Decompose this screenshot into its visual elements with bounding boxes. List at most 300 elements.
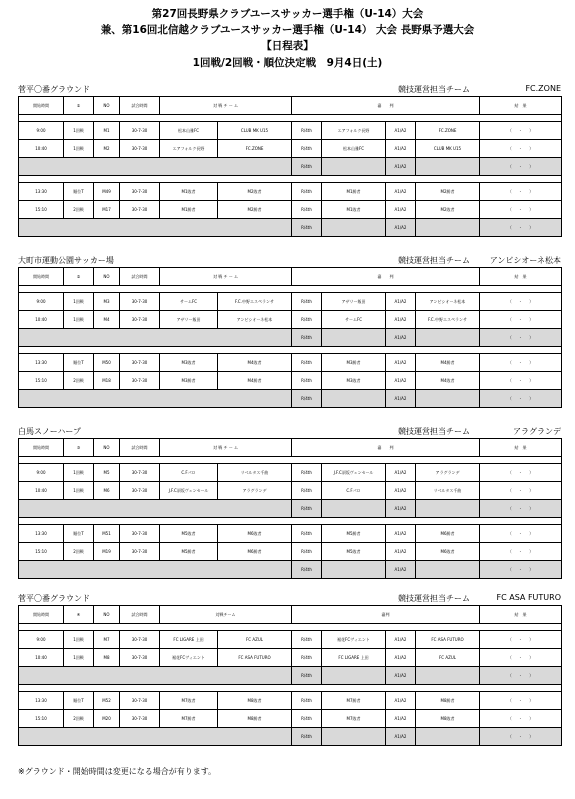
venue-name: 菅平〇番グラウンド [18, 594, 90, 603]
schedule-table [18, 96, 562, 237]
team-b: M8敗者 [218, 692, 292, 710]
col-match-team: 対 戦 チ ー ム [160, 268, 292, 286]
start-time: 9:00 [19, 631, 64, 649]
round: 順位T [64, 692, 94, 710]
blank-cell [416, 219, 480, 237]
start-time: 9:00 [19, 122, 64, 140]
operating-team-label: 競技運営担当チーム [398, 85, 470, 94]
match-row [19, 525, 562, 543]
col-match-time: 試合時間 [120, 268, 160, 286]
blank-row [19, 390, 562, 408]
match-no: M18 [94, 372, 120, 390]
match-duration: 30-7-30 [120, 354, 160, 372]
team-a: M5敗者 [160, 525, 218, 543]
blank-row [19, 219, 562, 237]
header-row [19, 268, 562, 286]
team-a: M5勝者 [160, 543, 218, 561]
title-line-1: 第27回長野県クラブユースサッカー選手権（U-14）大会 [151, 8, 424, 20]
section-header [18, 424, 561, 438]
venue-name: 白馬スノーハープ [18, 427, 81, 436]
col-referee: 審 判 [292, 97, 480, 115]
section-header [18, 82, 561, 96]
referee-assist: M6敗者 [416, 543, 480, 561]
referee-main-label: R/4th [292, 667, 322, 685]
referee-main-label: R/4th [292, 728, 322, 746]
match-duration: 30-7-30 [120, 482, 160, 500]
blank-cell [322, 219, 386, 237]
referee-assist-label: A1/A2 [386, 372, 416, 390]
referee-main-label: R/4th [292, 500, 322, 518]
blank-cell [19, 329, 292, 347]
match-duration: 30-7-30 [120, 372, 160, 390]
referee-main: J.F.C須坂ヴェンセール [322, 464, 386, 482]
referee-assist-label: A1/A2 [386, 201, 416, 219]
result-score: （ - ） [480, 311, 562, 329]
referee-assist-label: A1/A2 [386, 500, 416, 518]
spacer-row [19, 286, 562, 293]
team-a: M7勝者 [160, 710, 218, 728]
col-court: ② [64, 268, 94, 286]
match-no: M19 [94, 543, 120, 561]
round: 2回戦 [64, 710, 94, 728]
match-row [19, 631, 562, 649]
referee-main: FC LIGARE 上田 [322, 649, 386, 667]
round: 順位T [64, 525, 94, 543]
blank-cell [416, 158, 480, 176]
referee-assist-label: A1/A2 [386, 649, 416, 667]
referee-assist: FC.ZONE [416, 122, 480, 140]
referee-main-label: R/4th [292, 183, 322, 201]
blank-cell [19, 219, 292, 237]
result-score: （ - ） [480, 667, 562, 685]
match-row [19, 201, 562, 219]
result-score: （ - ） [480, 293, 562, 311]
referee-main: M1勝者 [322, 183, 386, 201]
round: 1回戦 [64, 311, 94, 329]
match-no: M5 [94, 464, 120, 482]
blank-row [19, 667, 562, 685]
section-header [18, 253, 561, 267]
schedule-table [18, 267, 562, 408]
start-time: 10:40 [19, 482, 64, 500]
match-duration: 30-7-30 [120, 543, 160, 561]
match-no: M1 [94, 122, 120, 140]
result-score: （ - ） [480, 122, 562, 140]
match-no: M2 [94, 140, 120, 158]
col-referee: 審 判 [292, 439, 480, 457]
blank-cell [322, 728, 386, 746]
match-duration: 30-7-30 [120, 140, 160, 158]
blank-cell [322, 329, 386, 347]
referee-assist-label: A1/A2 [386, 311, 416, 329]
team-b: M6勝者 [218, 543, 292, 561]
col-court: ③ [64, 439, 94, 457]
blank-row [19, 561, 562, 579]
referee-main-label: R/4th [292, 482, 322, 500]
referee-assist-label: A1/A2 [386, 543, 416, 561]
match-duration: 30-7-30 [120, 525, 160, 543]
start-time: 13:30 [19, 354, 64, 372]
match-duration: 30-7-30 [120, 649, 160, 667]
match-row [19, 649, 562, 667]
result-score: （ - ） [480, 140, 562, 158]
match-no: M4 [94, 311, 120, 329]
result-score: （ - ） [480, 482, 562, 500]
col-match-time: 試合時間 [120, 97, 160, 115]
spacer-cell [19, 457, 562, 464]
referee-main-label: R/4th [292, 710, 322, 728]
col-start-time: 開始時間 [19, 268, 64, 286]
match-no: M7 [94, 631, 120, 649]
match-no: M49 [94, 183, 120, 201]
start-time: 9:00 [19, 464, 64, 482]
result-score: （ - ） [480, 525, 562, 543]
referee-main-label: R/4th [292, 649, 322, 667]
footnote: ※グラウンド・開始時間は変更になる場合が有ります。 [18, 767, 217, 776]
referee-main-label: R/4th [292, 158, 322, 176]
start-time: 13:30 [19, 183, 64, 201]
referee-main-label: R/4th [292, 692, 322, 710]
col-no: NO [94, 268, 120, 286]
match-no: M50 [94, 354, 120, 372]
result-score: （ - ） [480, 390, 562, 408]
team-b: アラグランデ [218, 482, 292, 500]
blank-row [19, 500, 562, 518]
blank-row [19, 158, 562, 176]
referee-main-label: R/4th [292, 354, 322, 372]
round: 1回戦 [64, 293, 94, 311]
spacer-cell [19, 518, 562, 525]
round: 1回戦 [64, 482, 94, 500]
col-match-time: 試合時間 [120, 606, 160, 624]
team-a: エアフォルク長野 [160, 140, 218, 158]
col-match-time: 試合時間 [120, 439, 160, 457]
team-b: FC.ZONE [218, 140, 292, 158]
referee-assist-label: A1/A2 [386, 728, 416, 746]
col-match-team: 対 戦 チ ー ム [160, 97, 292, 115]
operating-team-name: FC.ZONE [525, 84, 561, 93]
header-row [19, 97, 562, 115]
col-no: NO [94, 439, 120, 457]
referee-main-label: R/4th [292, 561, 322, 579]
operating-team-label: 競技運営担当チーム [398, 256, 470, 265]
referee-main-label: R/4th [292, 140, 322, 158]
match-duration: 30-7-30 [120, 692, 160, 710]
match-row [19, 543, 562, 561]
col-match-team: 対 戦 チ ー ム [160, 439, 292, 457]
referee-main-label: R/4th [292, 464, 322, 482]
blank-cell [19, 158, 292, 176]
referee-main: M1敗者 [322, 201, 386, 219]
start-time: 10:40 [19, 649, 64, 667]
referee-main-label: R/4th [292, 219, 322, 237]
result-score: （ - ） [480, 692, 562, 710]
blank-row [19, 728, 562, 746]
spacer-cell [19, 347, 562, 354]
result-score: （ - ） [480, 464, 562, 482]
match-row [19, 692, 562, 710]
referee-main: M7敗者 [322, 710, 386, 728]
section-header [18, 591, 561, 605]
referee-main-label: R/4th [292, 390, 322, 408]
referee-main: M3勝者 [322, 354, 386, 372]
col-court: ① [64, 97, 94, 115]
blank-cell [322, 667, 386, 685]
blank-cell [322, 390, 386, 408]
match-no: M52 [94, 692, 120, 710]
venue-name: 大町市運動公園サッカー場 [18, 256, 114, 265]
title-line-4: 1回戦/2回戦・順位決定戦 9月4日(土) [192, 57, 383, 69]
referee-assist-label: A1/A2 [386, 710, 416, 728]
start-time: 10:40 [19, 140, 64, 158]
referee-main: エアフォルク長野 [322, 122, 386, 140]
referee-assist-label: A1/A2 [386, 631, 416, 649]
referee-assist-label: A1/A2 [386, 140, 416, 158]
round: 2回戦 [64, 372, 94, 390]
match-duration: 30-7-30 [120, 183, 160, 201]
team-a: アザリー飯田 [160, 311, 218, 329]
match-duration: 30-7-30 [120, 201, 160, 219]
spacer-cell [19, 286, 562, 293]
start-time: 15:10 [19, 372, 64, 390]
result-score: （ - ） [480, 183, 562, 201]
spacer-cell [19, 176, 562, 183]
team-b: M2勝者 [218, 201, 292, 219]
spacer-row [19, 115, 562, 122]
round: 1回戦 [64, 122, 94, 140]
team-a: J.F.C須坂ヴェンセール [160, 482, 218, 500]
blank-cell [19, 561, 292, 579]
col-match-team: 対戦チーム [160, 606, 292, 624]
referee-main: M5敗者 [322, 543, 386, 561]
result-score: （ - ） [480, 649, 562, 667]
match-row [19, 464, 562, 482]
start-time: 13:30 [19, 692, 64, 710]
round: 1回戦 [64, 649, 94, 667]
col-no: NO [94, 97, 120, 115]
blank-cell [19, 390, 292, 408]
match-duration: 30-7-30 [120, 631, 160, 649]
col-result: 結 果 [480, 97, 562, 115]
match-duration: 30-7-30 [120, 464, 160, 482]
blank-cell [416, 500, 480, 518]
result-score: （ - ） [480, 543, 562, 561]
operating-team-label: 競技運営担当チーム [398, 594, 470, 603]
referee-assist-label: A1/A2 [386, 667, 416, 685]
team-a: M7敗者 [160, 692, 218, 710]
referee-assist-label: A1/A2 [386, 692, 416, 710]
team-a: M1勝者 [160, 201, 218, 219]
team-a: 裾花FCヴィエント [160, 649, 218, 667]
operating-team-label: 競技運営担当チーム [398, 427, 470, 436]
round: 1回戦 [64, 140, 94, 158]
start-time: 15:10 [19, 201, 64, 219]
referee-main: 松本山雅FC [322, 140, 386, 158]
result-score: （ - ） [480, 561, 562, 579]
referee-main-label: R/4th [292, 525, 322, 543]
operating-team-name: アンビシオーネ松本 [489, 256, 561, 265]
referee-assist-label: A1/A2 [386, 464, 416, 482]
referee-assist: リベルタス千曲 [416, 482, 480, 500]
referee-assist-label: A1/A2 [386, 354, 416, 372]
spacer-row [19, 685, 562, 692]
spacer-cell [19, 115, 562, 122]
team-b: M8勝者 [218, 710, 292, 728]
result-score: （ - ） [480, 631, 562, 649]
col-court: ④ [64, 606, 94, 624]
referee-assist-label: A1/A2 [386, 158, 416, 176]
venue-name: 菅平〇番グラウンド [18, 85, 90, 94]
result-score: （ - ） [480, 354, 562, 372]
referee-main-label: R/4th [292, 122, 322, 140]
team-b: M2敗者 [218, 183, 292, 201]
referee-assist-label: A1/A2 [386, 561, 416, 579]
match-duration: 30-7-30 [120, 710, 160, 728]
result-score: （ - ） [480, 728, 562, 746]
spacer-row [19, 518, 562, 525]
blank-cell [416, 561, 480, 579]
result-score: （ - ） [480, 500, 562, 518]
referee-main-label: R/4th [292, 293, 322, 311]
referee-assist: M4勝者 [416, 354, 480, 372]
blank-row [19, 329, 562, 347]
referee-assist: M6勝者 [416, 525, 480, 543]
referee-main-label: R/4th [292, 201, 322, 219]
match-no: M51 [94, 525, 120, 543]
result-score: （ - ） [480, 219, 562, 237]
col-result: 結 果 [480, 268, 562, 286]
referee-main-label: R/4th [292, 372, 322, 390]
referee-assist-label: A1/A2 [386, 329, 416, 347]
referee-assist: M8勝者 [416, 692, 480, 710]
referee-main: 裾花FCヴィエント [322, 631, 386, 649]
match-row [19, 140, 562, 158]
team-b: FC ASA FUTURO [218, 649, 292, 667]
blank-cell [416, 329, 480, 347]
referee-main: アザリー飯田 [322, 293, 386, 311]
operating-team-name: アラグランデ [513, 427, 561, 436]
match-row [19, 354, 562, 372]
blank-cell [322, 561, 386, 579]
team-b: FC AZUL [218, 631, 292, 649]
team-a: サームFC [160, 293, 218, 311]
team-b: CLUB MK U15 [218, 122, 292, 140]
match-duration: 30-7-30 [120, 311, 160, 329]
col-start-time: 開始時間 [19, 439, 64, 457]
header-row [19, 606, 562, 624]
col-result: 結 果 [480, 439, 562, 457]
referee-assist-label: A1/A2 [386, 122, 416, 140]
match-row [19, 482, 562, 500]
referee-assist-label: A1/A2 [386, 525, 416, 543]
col-no: NO [94, 606, 120, 624]
team-a: FC LIGARE 上田 [160, 631, 218, 649]
referee-assist: FC AZUL [416, 649, 480, 667]
team-b: アンビシオーネ松本 [218, 311, 292, 329]
spacer-row [19, 457, 562, 464]
referee-assist-label: A1/A2 [386, 293, 416, 311]
referee-assist-label: A1/A2 [386, 482, 416, 500]
col-start-time: 開始時間 [19, 97, 64, 115]
col-referee: 審 判 [292, 268, 480, 286]
referee-assist: アンビシオーネ松本 [416, 293, 480, 311]
result-score: （ - ） [480, 372, 562, 390]
referee-assist: F.C.中野エスペランサ [416, 311, 480, 329]
spacer-row [19, 624, 562, 631]
match-row [19, 122, 562, 140]
start-time: 15:10 [19, 543, 64, 561]
round: 1回戦 [64, 631, 94, 649]
result-score: （ - ） [480, 201, 562, 219]
spacer-row [19, 347, 562, 354]
match-no: M6 [94, 482, 120, 500]
col-result: 結 果 [480, 606, 562, 624]
match-no: M20 [94, 710, 120, 728]
team-b: リベルタス千曲 [218, 464, 292, 482]
referee-main: M3敗者 [322, 372, 386, 390]
team-a: M3勝者 [160, 372, 218, 390]
referee-main-label: R/4th [292, 543, 322, 561]
match-row [19, 372, 562, 390]
match-row [19, 183, 562, 201]
referee-main: C.Fパロ [322, 482, 386, 500]
round: 順位T [64, 183, 94, 201]
team-a: M3敗者 [160, 354, 218, 372]
blank-cell [416, 390, 480, 408]
round: 1回戦 [64, 464, 94, 482]
blank-cell [19, 500, 292, 518]
team-b: M4勝者 [218, 372, 292, 390]
header-row [19, 439, 562, 457]
team-a: M1敗者 [160, 183, 218, 201]
team-b: M6敗者 [218, 525, 292, 543]
match-duration: 30-7-30 [120, 122, 160, 140]
referee-main-label: R/4th [292, 311, 322, 329]
result-score: （ - ） [480, 329, 562, 347]
referee-main: M7勝者 [322, 692, 386, 710]
round: 順位T [64, 354, 94, 372]
referee-main: サームFC [322, 311, 386, 329]
match-no: M3 [94, 293, 120, 311]
col-referee: 審判 [292, 606, 480, 624]
blank-cell [322, 500, 386, 518]
team-b: F.C.中野エスペランサ [218, 293, 292, 311]
start-time: 9:00 [19, 293, 64, 311]
round: 2回戦 [64, 201, 94, 219]
team-a: C.Fパロ [160, 464, 218, 482]
match-row [19, 293, 562, 311]
schedule-table [18, 605, 562, 746]
start-time: 10:40 [19, 311, 64, 329]
title-line-2: 兼、第16回北信越クラブユースサッカー選手権（U-14） 大会 長野県予選大会 [100, 24, 475, 36]
referee-assist: CLUB MK U15 [416, 140, 480, 158]
team-a: 松本山雅FC [160, 122, 218, 140]
col-start-time: 開始時間 [19, 606, 64, 624]
schedule-table [18, 438, 562, 579]
result-score: （ - ） [480, 710, 562, 728]
match-duration: 30-7-30 [120, 293, 160, 311]
match-no: M17 [94, 201, 120, 219]
title-line-3: 【日程表】 [261, 40, 314, 52]
referee-assist: FC ASA FUTURO [416, 631, 480, 649]
start-time: 13:30 [19, 525, 64, 543]
round: 2回戦 [64, 543, 94, 561]
blank-cell [19, 728, 292, 746]
referee-main-label: R/4th [292, 631, 322, 649]
referee-assist: M2敗者 [416, 201, 480, 219]
referee-assist: アラグランデ [416, 464, 480, 482]
spacer-cell [19, 624, 562, 631]
